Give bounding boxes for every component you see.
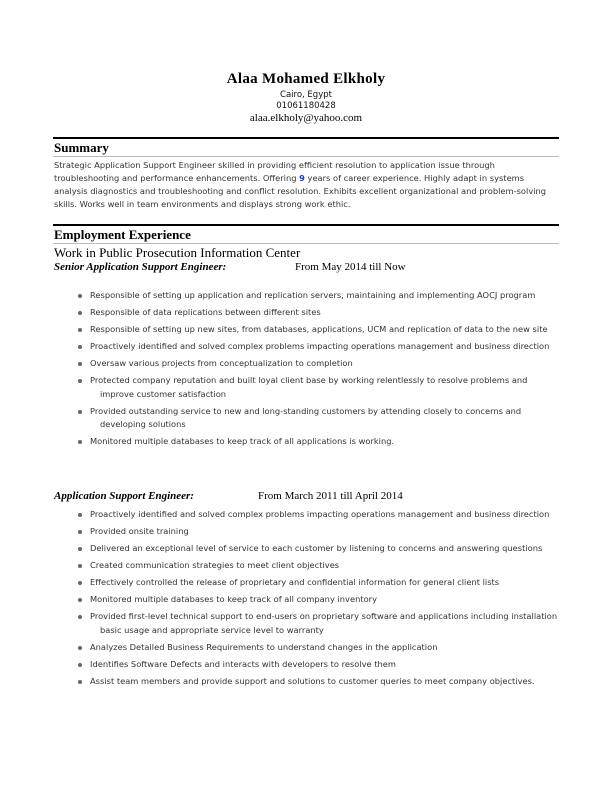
bullet-icon: [78, 294, 82, 298]
bullet-icon: [78, 615, 82, 619]
responsibility-item: [90, 641, 562, 655]
bullet-icon: [78, 547, 82, 551]
responsibility-item: [90, 323, 562, 337]
role-1-responsibilities: [90, 289, 562, 452]
responsibility-item: [90, 658, 562, 672]
bullet-icon: [78, 646, 82, 650]
responsibility-item: [90, 405, 562, 432]
responsibility-text: Responsible of setting up new sites, from databases, applications, UCM and replication of data to the new site: [90, 324, 548, 334]
summary-heading: Summary: [54, 140, 109, 155]
bullet-icon: [78, 564, 82, 568]
responsibility-text: Monitored multiple databases to keep track of all company inventory: [90, 594, 377, 604]
role-2-title: Application Support Engineer:: [54, 490, 194, 502]
responsibility-text: Provided first-level technical support to end-users on proprietary software and applications including installation basic usage and appropriate service level to warranty: [90, 611, 558, 635]
responsibility-item: [90, 508, 562, 522]
responsibility-text: Responsible of setting up application and replication servers, maintaining and implementing AOCJ program: [90, 290, 536, 300]
responsibility-text: Created communication strategies to meet client objectives: [90, 560, 340, 570]
contact-email: alaa.elkholy@yahoo.com: [249, 112, 363, 124]
responsibility-text: Delivered an exceptional level of service to each customer by listening to concerns and answering questions: [90, 543, 543, 553]
contact-phone: 01061180428: [276, 101, 336, 111]
responsibility-text: Assist team members and provide support and solutions to customer queries to meet company objectives.: [90, 675, 535, 686]
role-1-dates: From May 2014 till Now: [295, 261, 406, 273]
bullet-icon: [78, 311, 82, 315]
bullet-icon: [78, 581, 82, 585]
responsibility-item: [90, 675, 562, 689]
responsibility-item: [90, 289, 562, 303]
employment-heading: Employment Experience: [54, 227, 191, 242]
summary-top-rule: [53, 137, 559, 139]
responsibility-text: Proactively identified and solved complex problems impacting operations management and business direction: [90, 341, 550, 351]
summary-heading-rule: [53, 156, 559, 157]
bullet-icon: [78, 598, 82, 602]
bullet-icon: [78, 530, 82, 534]
employment-top-rule: [53, 224, 559, 226]
bullet-icon: [78, 440, 82, 444]
responsibility-text: Oversaw various projects from conceptualization to completion: [90, 358, 353, 368]
bullet-icon: [78, 345, 82, 349]
bullet-icon: [78, 513, 82, 517]
summary-paragraph: [54, 159, 559, 211]
responsibility-item: [90, 340, 562, 354]
summary-years: 9: [299, 173, 305, 183]
responsibility-text: Analyzes Detailed Business Requirements to understand changes in the application: [90, 641, 438, 652]
responsibility-text: Proactively identified and solved complex problems impacting operations management and business direction: [90, 509, 550, 519]
employment-heading-rule: [53, 243, 559, 244]
responsibility-text: Identifies Software Defects and interacts with developers to resolve them: [90, 658, 396, 669]
bullet-icon: [78, 680, 82, 684]
responsibility-text: Protected company reputation and built loyal client base by working relentlessly to resolve problems and improve customer satisfaction: [90, 375, 528, 399]
responsibility-text: Monitored multiple databases to keep track of all applications is working.: [90, 436, 395, 446]
role-2-line: [54, 490, 403, 502]
bullet-icon: [78, 328, 82, 332]
role-2-dates: From March 2011 till April 2014: [258, 490, 403, 502]
summary-text-end: years of career experience. Highly adapt in systems analysis diagnostics and troubleshooting and conflict resolution. Exhibits excellent organizational and problem-solving skills. Works well in team environments and displays strong work ethic.: [54, 173, 547, 209]
responsibility-item: [90, 374, 562, 401]
role-1-title: Senior Application Support Engineer:: [54, 261, 227, 273]
responsibility-item: [90, 306, 562, 320]
role-1-line: [54, 261, 406, 273]
bullet-icon: [78, 663, 82, 667]
responsibility-item: [90, 357, 562, 371]
responsibility-item: [90, 525, 562, 539]
bullet-icon: [78, 362, 82, 366]
employer-name: Work in Public Prosecution Information Center: [54, 245, 301, 260]
responsibility-text: Provided onsite training: [90, 526, 189, 536]
responsibility-text: Responsible of data replications between different sites: [90, 307, 321, 317]
responsibility-item: [90, 576, 562, 590]
responsibility-item: [90, 435, 562, 449]
responsibility-text: Effectively controlled the release of proprietary and confidential information for general client lists: [90, 577, 500, 587]
responsibility-item: [90, 610, 562, 637]
summary-text-start: Strategic Application Support Engineer skilled in providing efficient resolution to application issue through troubleshooting and performance enhancements. Offering: [54, 160, 495, 183]
responsibility-item: [90, 593, 562, 607]
responsibility-item: [90, 559, 562, 573]
contact-city: Cairo, Egypt: [280, 90, 332, 100]
bullet-icon: [78, 379, 82, 383]
responsibility-item: [90, 542, 562, 556]
responsibility-text: Provided outstanding service to new and long-standing customers by attending closely to concerns and developing solutions: [90, 405, 522, 429]
candidate-name: Alaa Mohamed Elkholy: [226, 71, 386, 87]
bullet-icon: [78, 410, 82, 414]
role-2-responsibilities: [90, 508, 562, 692]
